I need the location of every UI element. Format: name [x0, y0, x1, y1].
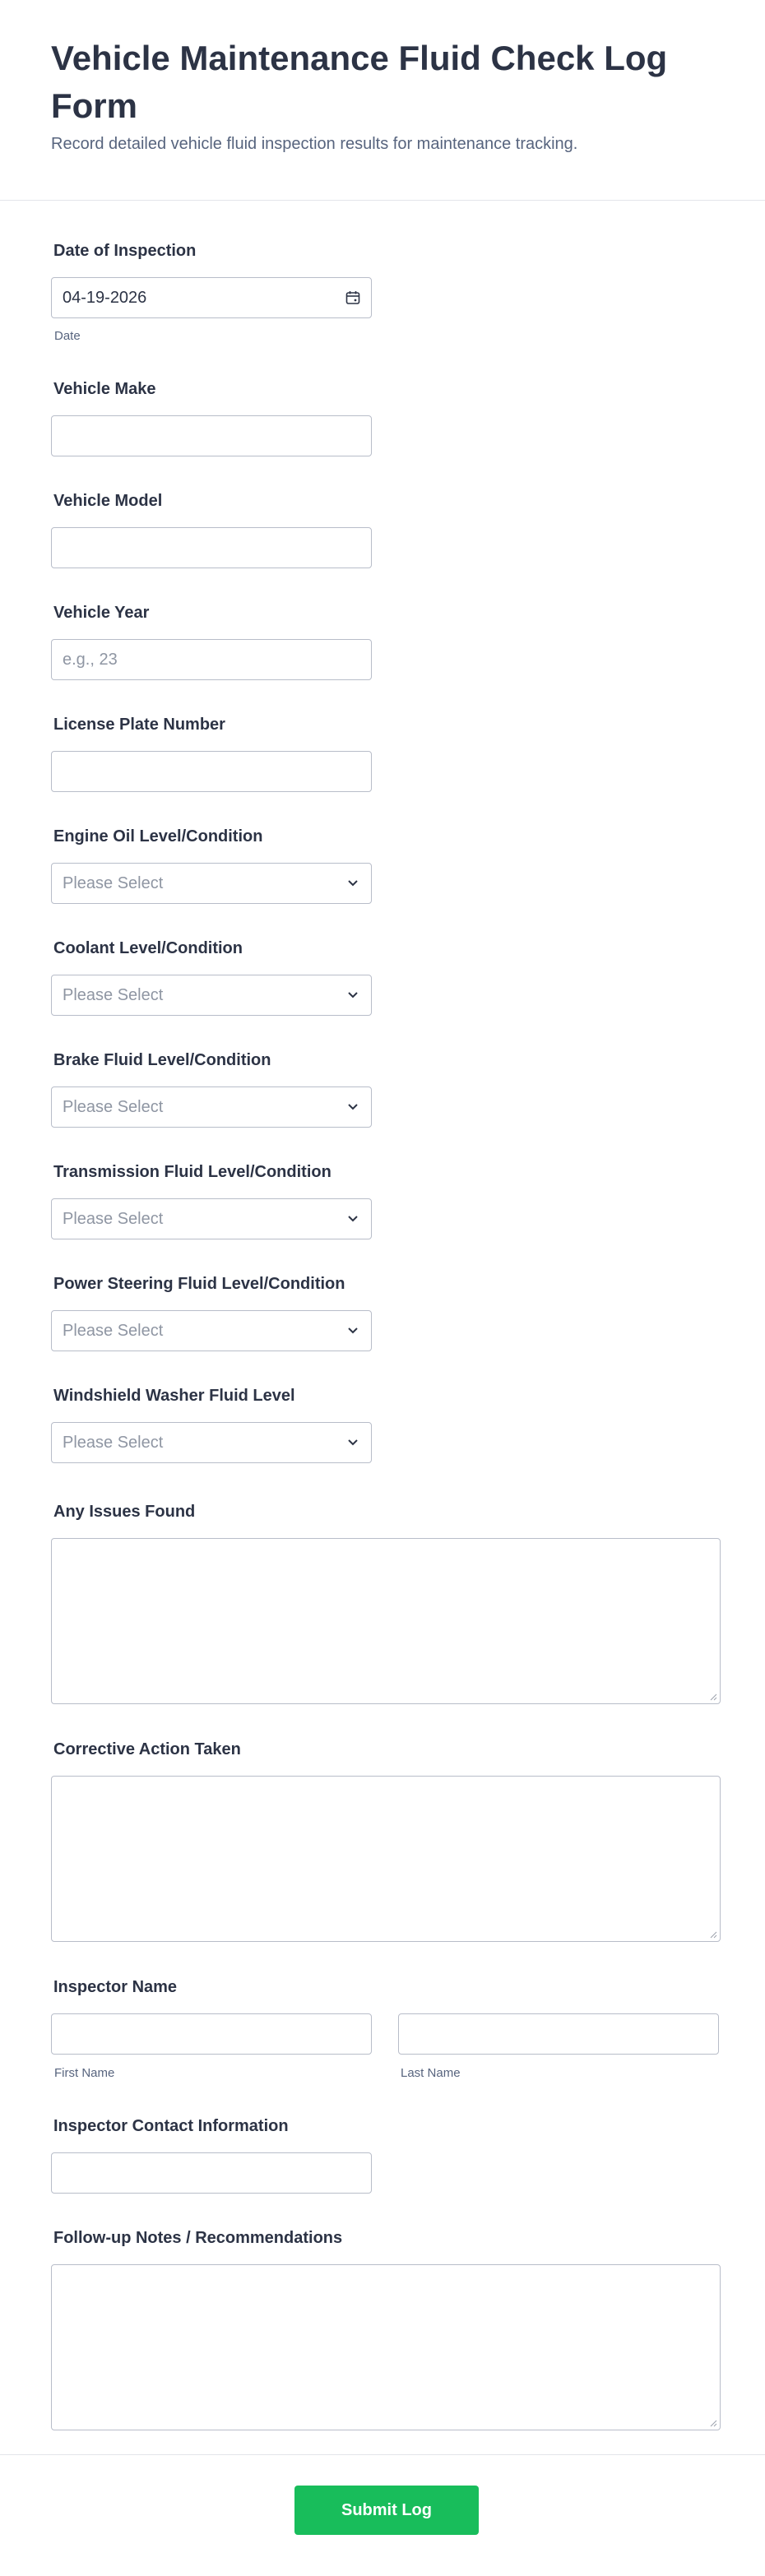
last-name-input[interactable] — [398, 2013, 719, 2055]
power-steering-selected: Please Select — [63, 1322, 164, 1340]
resize-handle-icon[interactable] — [709, 2419, 717, 2427]
corrective-action-label: Corrective Action Taken — [53, 1740, 241, 1758]
followup-notes-textarea[interactable] — [51, 2264, 721, 2430]
first-name-input[interactable] — [51, 2013, 372, 2055]
engine-oil-selected: Please Select — [63, 874, 164, 892]
transmission-fluid-label: Transmission Fluid Level/Condition — [53, 1163, 332, 1181]
chevron-down-icon — [346, 988, 359, 1001]
vehicle-year-label: Vehicle Year — [53, 604, 150, 622]
chevron-down-icon — [346, 876, 359, 889]
license-plate-input[interactable] — [51, 751, 372, 792]
inspector-contact-input[interactable] — [51, 2152, 372, 2194]
power-steering-label: Power Steering Fluid Level/Condition — [53, 1275, 345, 1293]
date-value: 04-19-2026 — [63, 289, 147, 307]
chevron-down-icon — [346, 1435, 359, 1448]
brake-fluid-select[interactable] — [51, 1086, 372, 1128]
transmission-fluid-selected: Please Select — [63, 1210, 164, 1228]
washer-fluid-selected: Please Select — [63, 1434, 164, 1452]
chevron-down-icon — [346, 1212, 359, 1225]
vehicle-make-input[interactable] — [51, 415, 372, 456]
brake-fluid-label: Brake Fluid Level/Condition — [53, 1051, 271, 1069]
last-name-sublabel: Last Name — [401, 2066, 461, 2080]
washer-fluid-label: Windshield Washer Fluid Level — [53, 1387, 295, 1405]
form-title: Vehicle Maintenance Fluid Check Log Form — [51, 39, 668, 125]
vehicle-year-input[interactable] — [51, 639, 372, 680]
resize-handle-icon[interactable] — [709, 1693, 717, 1701]
form-header — [0, 0, 765, 201]
vehicle-make-label: Vehicle Make — [53, 380, 156, 398]
brake-fluid-selected: Please Select — [63, 1098, 164, 1116]
vehicle-model-input[interactable] — [51, 527, 372, 568]
vehicle-year-placeholder: e.g., 23 — [63, 651, 118, 669]
coolant-selected: Please Select — [63, 986, 164, 1004]
form-subtitle: Record detailed vehicle fluid inspection results for maintenance tracking. — [51, 135, 578, 153]
vehicle-model-label: Vehicle Model — [53, 492, 163, 510]
corrective-action-textarea[interactable] — [51, 1776, 721, 1942]
first-name-sublabel: First Name — [54, 2066, 115, 2080]
coolant-label: Coolant Level/Condition — [53, 939, 243, 957]
calendar-icon[interactable] — [345, 290, 361, 306]
license-plate-label: License Plate Number — [53, 716, 225, 734]
date-sublabel: Date — [54, 329, 81, 343]
power-steering-select[interactable] — [51, 1310, 372, 1351]
chevron-down-icon — [346, 1323, 359, 1337]
submit-log-button[interactable]: Submit Log — [294, 2486, 479, 2535]
date-of-inspection-input[interactable] — [51, 277, 372, 318]
engine-oil-select[interactable] — [51, 863, 372, 904]
issues-found-textarea[interactable] — [51, 1538, 721, 1704]
coolant-select[interactable] — [51, 975, 372, 1016]
chevron-down-icon — [346, 1100, 359, 1113]
inspector-contact-label: Inspector Contact Information — [53, 2117, 289, 2135]
transmission-fluid-select[interactable] — [51, 1198, 372, 1239]
engine-oil-label: Engine Oil Level/Condition — [53, 827, 263, 846]
inspector-name-label: Inspector Name — [53, 1978, 178, 1996]
date-of-inspection-label: Date of Inspection — [53, 242, 197, 260]
issues-found-label: Any Issues Found — [53, 1503, 196, 1521]
resize-handle-icon[interactable] — [709, 1930, 717, 1939]
followup-notes-label: Follow-up Notes / Recommendations — [53, 2229, 343, 2247]
washer-fluid-select[interactable] — [51, 1422, 372, 1463]
